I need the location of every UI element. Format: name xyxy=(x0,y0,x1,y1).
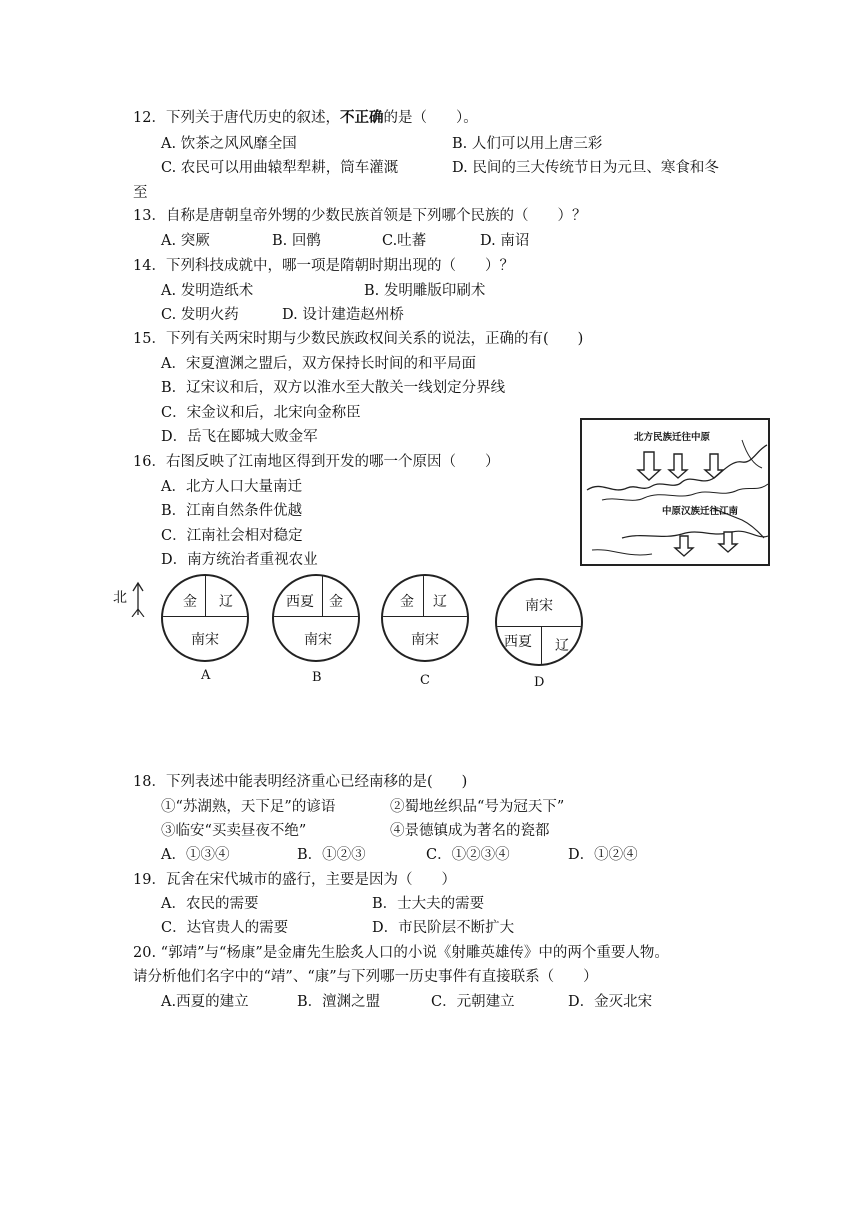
north-arrow-icon xyxy=(131,581,145,617)
circle-c-label: C xyxy=(420,673,430,688)
q12-option-a: A. 饮茶之风风靡全国 xyxy=(161,136,297,152)
q15-option-d: D．岳飞在郾城大败金军 xyxy=(161,429,318,445)
circle-b-top-right: 金 xyxy=(329,594,343,610)
circle-c-top-right: 辽 xyxy=(433,594,447,610)
q18-option-d: D．①②④ xyxy=(568,847,638,863)
q13-stem: 13．自称是唐朝皇帝外甥的少数民族首领是下列哪个民族的（ ）？ xyxy=(133,208,587,224)
q19-option-b: B．士大夫的需要 xyxy=(372,896,485,912)
q14-stem: 14．下列科技成就中，哪一项是隋朝时期出现的（ ）？ xyxy=(133,258,514,274)
q12-option-d: D. 民间的三大传统节日为元旦、寒食和冬 xyxy=(452,160,719,176)
circle-c-bottom: 南宋 xyxy=(411,632,439,648)
q12-stem-end: 的是（ ）。 xyxy=(383,110,478,126)
q12-stem-text: 12．下列关于唐代历史的叙述， xyxy=(133,110,340,126)
map-option-a-circle xyxy=(161,574,249,662)
q14-option-a: A. 发明造纸术 xyxy=(161,283,254,299)
q12-stem xyxy=(133,108,478,128)
q15-option-a: A．宋夏澶渊之盟后，双方保持长时间的和平局面 xyxy=(161,356,476,372)
q20-stem-line1: 20. “郭靖”与“杨康”是金庸先生脍炙人口的小说《射雕英雄传》中的两个重要人物。 xyxy=(133,945,669,961)
q12-stem-emphasis: 不正确 xyxy=(339,110,384,126)
map-label-north: 北方民族迁往中原 xyxy=(634,432,711,443)
q13-option-b: B. 回鹘 xyxy=(272,233,321,249)
q18-option-c: C．①②③④ xyxy=(426,847,510,863)
q18-statement-2: ②蜀地丝织品“号为冠天下” xyxy=(390,799,565,815)
q15-option-c: C．宋金议和后，北宋向金称臣 xyxy=(161,405,361,421)
q16-option-b: B．江南自然条件优越 xyxy=(161,503,303,519)
circle-d-bottom-left: 西夏 xyxy=(504,634,532,650)
q20-option-d: D．金灭北宋 xyxy=(568,994,653,1010)
north-compass xyxy=(113,587,127,607)
q14-option-b: B. 发明雕版印刷术 xyxy=(364,283,486,299)
q14-option-c: C. 发明火药 xyxy=(161,307,239,323)
q20-option-b: B．澶渊之盟 xyxy=(297,994,381,1010)
q12-option-b: B. 人们可以用上唐三彩 xyxy=(452,136,603,152)
q20-option-a: A.西夏的建立 xyxy=(161,994,249,1010)
q15-stem: 15．下列有关两宋时期与少数民族政权间关系的说法，正确的有( ) xyxy=(133,331,584,347)
circle-a-top-left: 金 xyxy=(183,594,197,610)
circle-d-top: 南宋 xyxy=(525,598,553,614)
circle-d-label: D xyxy=(534,675,545,690)
q19-option-a: A．农民的需要 xyxy=(161,896,259,912)
map-option-c-circle xyxy=(381,574,469,662)
q19-stem: 19．瓦舍在宋代城市的盛行，主要是因为（ ） xyxy=(133,872,456,888)
circle-b-bottom: 南宋 xyxy=(304,632,332,648)
q18-option-b: B．①②③ xyxy=(297,847,366,863)
circle-a-top-right: 辽 xyxy=(219,594,233,610)
q18-statement-4: ④景德镇成为著名的瓷都 xyxy=(390,823,550,839)
circle-a-label: A xyxy=(201,668,211,683)
q19-option-d: D．市民阶层不断扩大 xyxy=(372,920,515,936)
q13-option-a: A. 突厥 xyxy=(161,233,210,249)
migration-map xyxy=(580,418,770,566)
q16-option-d: D．南方统治者重视农业 xyxy=(161,552,318,568)
q18-option-a: A．①③④ xyxy=(161,847,230,863)
circle-d-bottom-right: 辽 xyxy=(555,638,569,654)
circle-b-label: B xyxy=(312,670,322,685)
q14-option-d: D. 设计建造赵州桥 xyxy=(282,307,404,323)
q20-option-c: C．元朝建立 xyxy=(431,994,515,1010)
q20-stem-line2: 请分析他们名字中的“靖”、“康”与下列哪一历史事件有直接联系（ ） xyxy=(133,969,598,985)
north-label: 北 xyxy=(113,590,127,606)
map-option-b-circle xyxy=(272,574,360,662)
circle-b-top-left: 西夏 xyxy=(286,594,314,610)
q12-option-c: C. 农民可以用曲辕犁犁耕，筒车灌溉 xyxy=(161,160,399,176)
q16-option-a: A．北方人口大量南迁 xyxy=(161,479,302,495)
map-option-d-circle xyxy=(495,578,583,666)
q15-option-b: B．辽宋议和后，双方以淮水至大散关一线划定分界线 xyxy=(161,380,506,396)
q13-option-d: D. 南诏 xyxy=(480,233,530,249)
q19-option-c: C．达官贵人的需要 xyxy=(161,920,289,936)
q13-option-c: C.吐蕃 xyxy=(382,233,427,249)
q18-statement-1: ①“苏湖熟，天下足”的谚语 xyxy=(161,799,336,815)
q12-option-d-cont: 至 xyxy=(133,185,148,201)
circle-a-bottom: 南宋 xyxy=(191,632,219,648)
map-label-south: 中原汉族迁往江南 xyxy=(662,506,739,517)
circle-c-top-left: 金 xyxy=(400,594,414,610)
q18-statement-3: ③临安“买卖昼夜不绝” xyxy=(161,823,307,839)
q18-stem: 18．下列表述中能表明经济重心已经南移的是( ) xyxy=(133,774,468,790)
q16-stem: 16．右图反映了江南地区得到开发的哪一个原因（ ） xyxy=(133,454,500,470)
q16-option-c: C．江南社会相对稳定 xyxy=(161,528,303,544)
